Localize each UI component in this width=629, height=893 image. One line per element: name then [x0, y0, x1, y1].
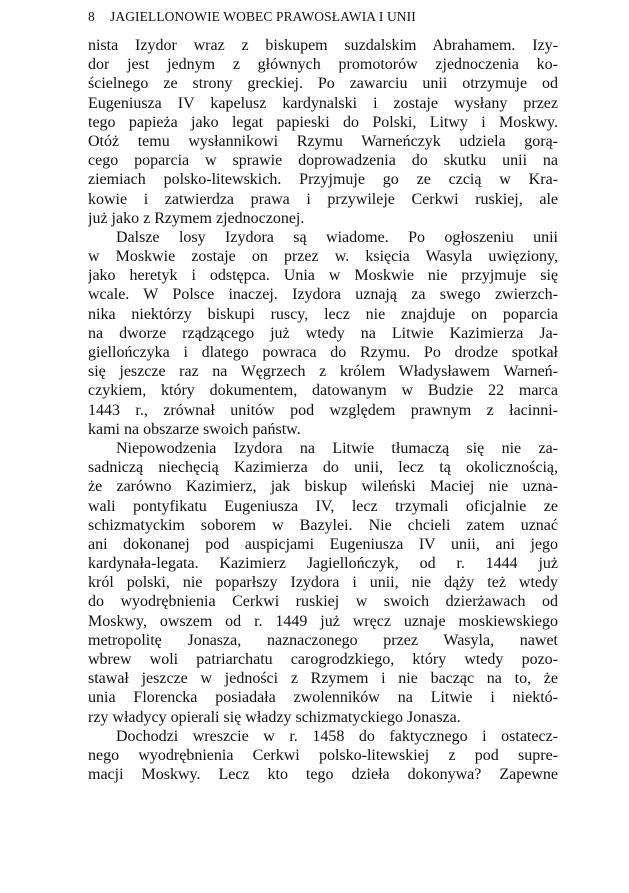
text-line: Dalsze losy Izydora są wiadome. Po ogłoszeniu unii [116, 228, 558, 246]
text-line: sadniczą niechęcią Kazimierza do unii, lecz tą okolicznością, [88, 459, 558, 477]
text-line: nego wyodrębnienia Cerkwi polsko-litewskiej z pod supre- [88, 746, 558, 764]
text-line: kardynała-legata. Kazimierz Jagiellończyk, od r. 1444 już [88, 555, 558, 573]
text-line: do wyodrębnienia Cerkwi ruskiej w swoich dzierżawach od [88, 593, 558, 611]
text-line: nista Izydor wraz z biskupem suzdalskim Abrahamem. Izy- [88, 37, 558, 54]
text-line: Eugeniusza IV kapelusz kardynalski i zostaje wysłany przez [88, 94, 558, 112]
text-line: cego poparcia w sprawie doprowadzenia do skutku unii na [88, 152, 558, 170]
text-line: wcale. W Polsce inaczej. Izydora uznają za swego zwierzch- [88, 286, 558, 304]
text-line: że zarówno Kazimierz, jak biskup wileński Maciej nie uzna- [88, 478, 558, 496]
text-line: ścielnego ze strony greckiej. Po zawarciu unii otrzymuje od [88, 75, 558, 93]
text-line: metropolitę Jonasza, naznaczonego przez Wasyla, nawet [88, 631, 558, 649]
text-line: król polski, nie poparłszy Izydora i unii, nie dąży też wtedy [88, 574, 558, 592]
body-text [88, 36, 558, 784]
text-line: czykiem, który dokumentem, datowanym w Budzie 22 marca [88, 382, 558, 400]
text-line: w Moskwie zostaje on przez w. księcia Wasyla uwięziony, [88, 248, 558, 266]
text-line: ani dokonanej pod auspicjami Eugeniusza IV unii, ani jego [88, 535, 558, 553]
text-line: ziemiach polsko-litewskich. Przyjmuje go ze czcią w Kra- [88, 171, 558, 189]
text-line: schizmatyckim soborem w Bazylei. Nie chcieli zatem uznać [88, 516, 558, 534]
text-line: wbrew woli patriarchatu carogrodzkiego, który wtedy pozo- [88, 651, 558, 668]
text-line: nika niektórzy biskupi ruscy, lecz nie znajduje on poparcia [88, 305, 558, 323]
page-header [88, 9, 558, 29]
text-line: się jeszcze raz na Węgrzech z królem Władysławem Warneń- [88, 363, 558, 381]
text-line: stawał jeszcze w jedności z Rzymem i nie bacząc na to, że [88, 670, 558, 688]
running-title: JAGIELLONOWIE WOBEC PRAWOSŁAWIA I UNII [110, 9, 416, 24]
text-line: macji Moskwy. Lecz kto tego dzieła dokonywa? Zapewne [88, 766, 558, 784]
text-line: Dochodzi wreszcie w r. 1458 do faktycznego i ostatecz- [116, 727, 558, 745]
paragraph [88, 36, 558, 228]
text-line: unia Florencka posiadała zwolenników na Litwie i niektó- [88, 689, 558, 707]
paragraph [88, 727, 558, 785]
text-line: Niepowodzenia Izydora na Litwie tłumaczą się nie za- [116, 439, 558, 457]
text-line: wali pontyfikatu Eugeniusza IV, lecz trzymali oficjalnie ze [88, 497, 558, 515]
paragraph [88, 439, 558, 727]
page-number: 8 [88, 9, 95, 24]
text-line: kowie i zatwierdza prawa i przywileje Cerkwi ruskiej, ale [88, 190, 558, 208]
text-line: dor jest jednym z głównych promotorów zjednoczenia ko- [88, 56, 558, 74]
text-line: Moskwy, owszem od r. 1449 już wręcz uznaje moskiewskiego [88, 612, 558, 630]
text-line: 1443 r., zrównał unitów pod względem prawnym z łacinni- [88, 401, 558, 419]
text-line: Otóż temu wysłannikowi Rzymu Warneńczyk udziela gorą- [88, 132, 558, 150]
text-line: kami na obszarze swoich państw. [88, 420, 301, 438]
text-line: giellończyka i dlatego powraca do Rzymu. Po drodze spotkał [88, 344, 558, 361]
text-line: tego papieża jako legat papieski do Polski, Litwy i Moskwy. [88, 113, 558, 131]
paragraph [88, 228, 558, 439]
text-line: rzy władycy opierali się władzy schizmatyckiego Jonasza. [88, 708, 461, 726]
text-line: jako heretyk i odstępca. Unia w Moskwie nie przyjmuje się [88, 267, 558, 285]
text-line: już jako z Rzymem zjednoczonej. [88, 209, 305, 227]
text-line: na dworze rządzącego już wtedy na Litwie Kazimierza Ja- [88, 324, 558, 342]
